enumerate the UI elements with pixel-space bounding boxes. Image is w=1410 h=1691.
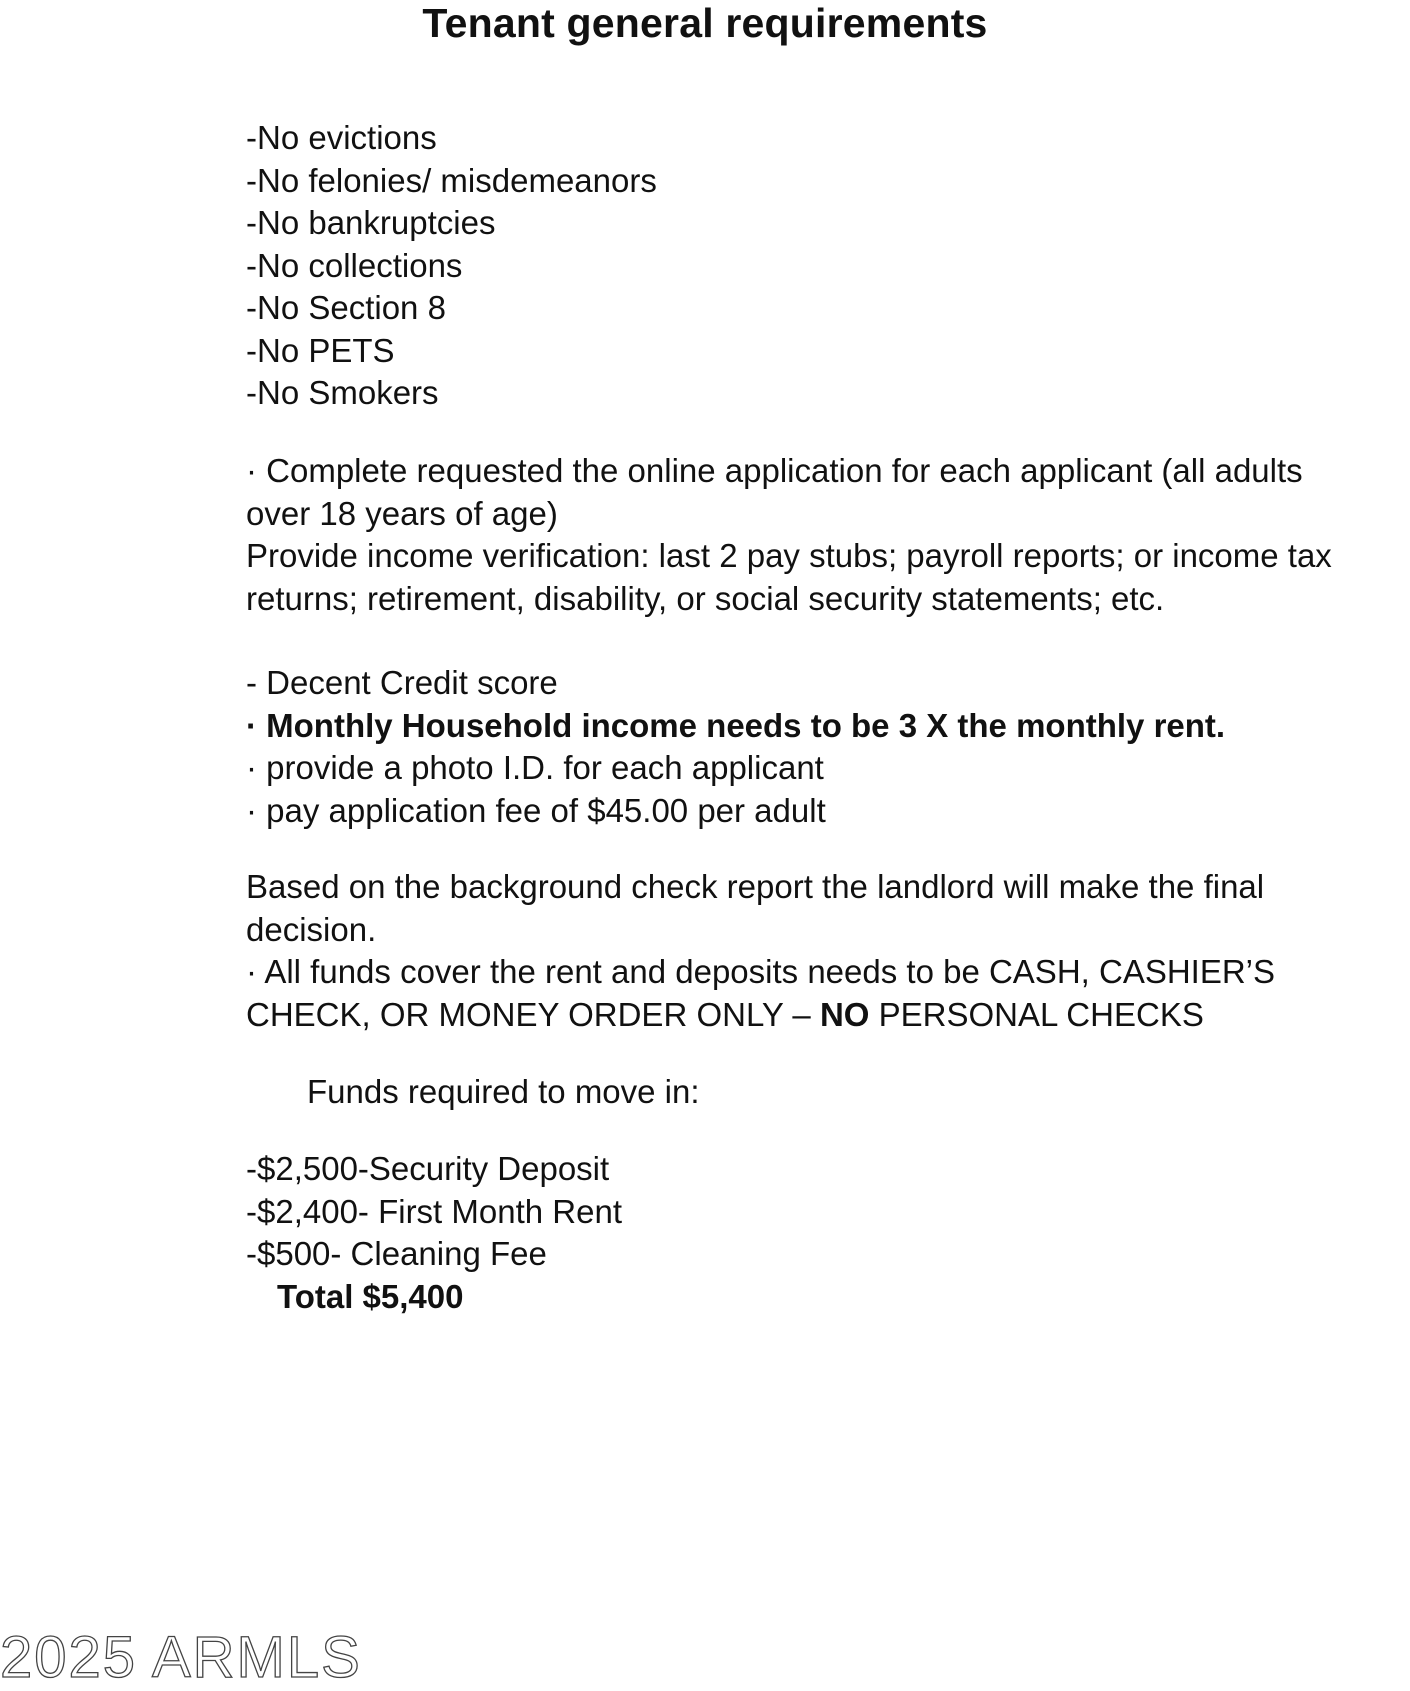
fund-item: -$500- Cleaning Fee	[246, 1235, 547, 1272]
decision-line: Based on the background check report the landlord will make the final	[246, 868, 1265, 905]
list-item: -No PETS	[246, 331, 395, 369]
fund-item: -$2,400- First Month Rent	[246, 1192, 622, 1230]
armls-watermark: 2025 ARMLS	[0, 1625, 362, 1690]
payment-method-line: · All funds cover the rent and deposits needs to be CASH, CASHIER’S	[246, 953, 1276, 990]
restrictions-list	[246, 117, 1406, 415]
payment-method-prefix: CHECK, OR MONEY ORDER ONLY –	[246, 995, 820, 1033]
no-emphasis: NO	[819, 995, 870, 1033]
decision-section	[246, 866, 1406, 1036]
page-title: Tenant general requirements	[422, 0, 988, 46]
funds-section	[246, 1071, 1406, 1114]
list-item: -No felonies/ misdemeanors	[246, 161, 657, 199]
income-verification-line: Provide income verification: last 2 pay stubs; payroll reports; or income tax	[246, 537, 1332, 574]
fund-item: -$2,500-Security Deposit	[246, 1150, 610, 1187]
application-line: over 18 years of age)	[246, 494, 558, 532]
photo-id-item: · provide a photo I.D. for each applicant	[246, 749, 824, 786]
income-requirement-item: · Monthly Household income needs to be 3 X the monthly rent.	[246, 706, 1226, 744]
application-fee-item: · pay application fee of $45.00 per adult	[246, 791, 826, 829]
credit-score-item: - Decent Credit score	[246, 664, 558, 701]
decision-line: decision.	[246, 910, 377, 948]
list-item: -No evictions	[246, 119, 437, 156]
income-verification-line: returns; retirement, disability, or social security statements; etc.	[246, 579, 1165, 617]
list-item: -No bankruptcies	[246, 204, 496, 241]
application-requirements	[246, 450, 1406, 620]
funds-heading: Funds required to move in:	[307, 1073, 700, 1110]
criteria-list	[246, 662, 1406, 832]
application-line: · Complete requested the online application for each applicant (all adults	[246, 452, 1303, 489]
payment-method-suffix: PERSONAL CHECKS	[869, 995, 1204, 1033]
list-item: -No Smokers	[246, 374, 439, 411]
list-item: -No collections	[246, 246, 463, 284]
list-item: -No Section 8	[246, 289, 446, 326]
funds-total: Total $5,400	[277, 1277, 464, 1315]
funds-list	[246, 1148, 1406, 1318]
payment-method-line	[246, 994, 1406, 1037]
